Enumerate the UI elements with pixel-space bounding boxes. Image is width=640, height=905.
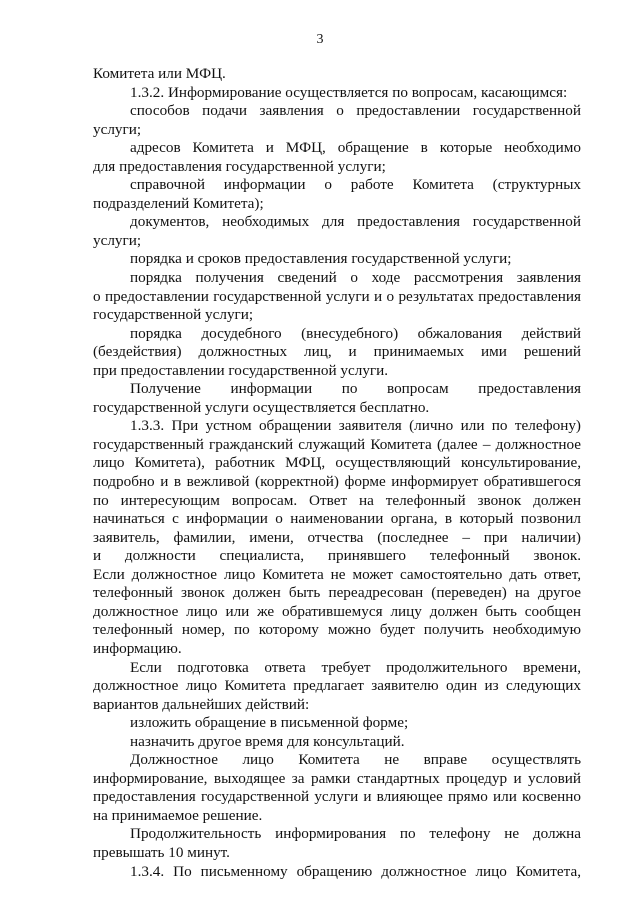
text-line: подробно и в вежливой (корректной) форме информирует обратившегося (93, 473, 581, 491)
text-line: телефонный номер, по которому можно будет получить необходимую (93, 621, 581, 639)
text-line: государственной услуги; (93, 306, 254, 324)
text-line: Если должностное лицо Комитета не может самостоятельно дать ответ, (93, 565, 581, 583)
text-line: услуги; (93, 120, 142, 138)
text-line: назначить другое время для консультаций. (130, 732, 405, 750)
text-line: и должности специалиста, принявшего телефонный звонок. (93, 547, 581, 565)
document-body (93, 65, 581, 881)
text-line: государственный гражданский служащий Комитета (далее – должностное (93, 435, 581, 453)
text-line: Получение информации по вопросам предоставления (130, 380, 581, 398)
text-line: 1.3.2. Информирование осуществляется по вопросам, касающимся: (130, 83, 568, 101)
text-line: информацию. (93, 639, 182, 657)
text-line: по интересующим вопросам. Ответ на телефонный звонок должен (93, 491, 581, 509)
text-line: адресов Комитета и МФЦ, обращение в которые необходимо (130, 139, 581, 157)
text-line: подразделений Комитета); (93, 194, 264, 212)
text-line: 1.3.3. При устном обращении заявителя (лично или по телефону) (130, 417, 581, 435)
text-line: должностное лицо Комитета предлагает заявителю один из следующих (93, 677, 581, 695)
text-line: способов подачи заявления о предоставлении государственной (130, 102, 581, 120)
text-line: государственной услуги осуществляется бесплатно. (93, 398, 430, 416)
text-line: справочной информации о работе Комитета (структурных (130, 176, 581, 194)
text-line: порядка досудебного (внесудебного) обжалования действий (130, 324, 581, 342)
text-line: начинаться с информации о наименовании органа, в который позвонил (93, 510, 581, 528)
text-line: информирование, выходящее за рамки стандартных процедур и условий (93, 769, 581, 787)
text-line: заявитель, фамилии, имени, отчества (последнее – при наличии) (93, 528, 581, 546)
text-line: лицо Комитета), работник МФЦ, осуществляющий консультирование, (93, 454, 581, 472)
text-line: на принимаемое решение. (93, 806, 263, 824)
text-line: о предоставлении государственной услуги и о результатах предоставления (93, 287, 581, 305)
text-line: должностное лицо или же обратившемуся лицу должен быть сообщен (93, 602, 581, 620)
text-line: порядка получения сведений о ходе рассмотрения заявления (130, 269, 581, 287)
text-line: предоставления государственной услуги и влияющее прямо или косвенно (93, 788, 581, 806)
text-line: (бездействия) должностных лиц, и принимаемых ими решений (93, 343, 581, 361)
text-line: Если подготовка ответа требует продолжительного времени, (130, 658, 581, 676)
text-line: Комитета или МФЦ. (93, 65, 226, 82)
text-line: вариантов дальнейших действий: (93, 695, 310, 713)
text-line: документов, необходимых для предоставления государственной (130, 213, 581, 231)
text-line: превышать 10 минут. (93, 843, 230, 861)
text-line: для предоставления государственной услуги; (93, 157, 386, 175)
text-line: Продолжительность информирования по телефону не должна (130, 825, 581, 843)
page-number: 3 (316, 32, 324, 47)
text-line: 1.3.4. По письменному обращению должностное лицо Комитета, (130, 862, 581, 880)
text-line: Должностное лицо Комитета не вправе осуществлять (130, 751, 581, 769)
text-line: при предоставлении государственной услуги. (93, 361, 389, 379)
text-line: услуги; (93, 231, 142, 249)
text-line: телефонный звонок должен быть переадресован (переведен) на другое (93, 584, 581, 602)
text-line: порядка и сроков предоставления государственной услуги; (130, 250, 512, 268)
text-line: изложить обращение в письменной форме; (130, 714, 409, 732)
